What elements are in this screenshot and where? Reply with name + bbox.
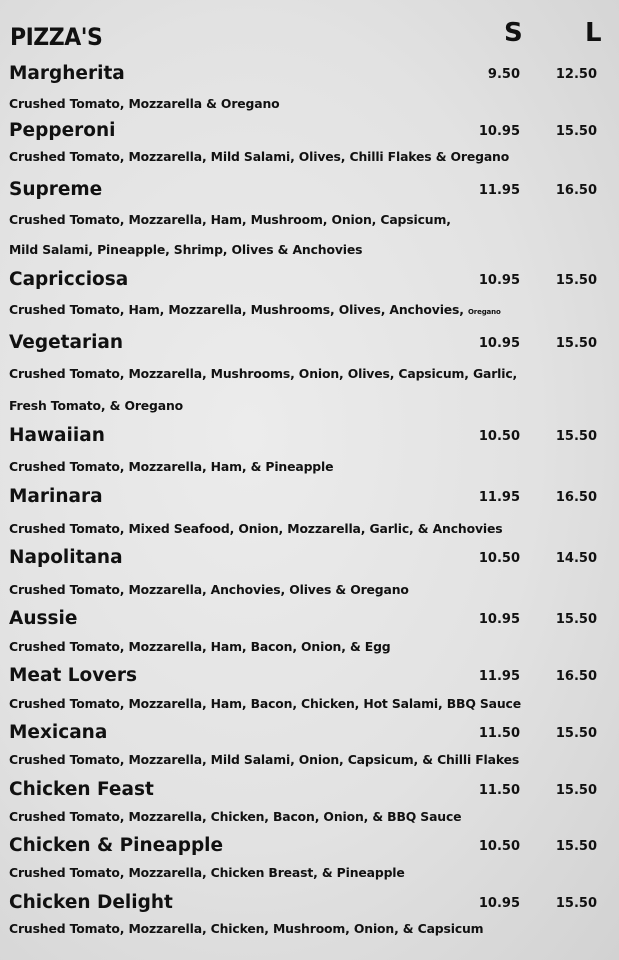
item-description-small: Oregano [468,308,501,316]
price-large: 12.50 [555,67,597,82]
price-small: 11.95 [478,669,520,684]
item-description: Crushed Tomato, Mozzarella, Ham, & Pineapple [9,459,334,474]
item-description: Crushed Tomato, Mozzarella, Ham, Bacon, Chicken, Hot Salami, BBQ Sauce [9,696,521,711]
item-description: Crushed Tomato, Mozzarella, Chicken, Mushroom, Onion, & Capsicum [9,921,484,936]
item-description: Crushed Tomato, Mozzarella, Chicken, Bacon, Onion, & BBQ Sauce [9,809,462,824]
item-name: Chicken Feast [9,779,154,800]
price-small: 10.95 [478,612,520,627]
price-large: 16.50 [555,183,597,198]
price-small: 10.50 [478,429,520,444]
price-large: 15.50 [555,336,597,351]
menu-header [0,0,619,60]
item-description: Crushed Tomato, Mozzarella, Chicken Breast, & Pineapple [9,865,405,880]
item-name: Hawaiian [9,425,105,446]
price-small: 11.50 [478,726,520,741]
item-name: Supreme [9,179,103,200]
price-large: 15.50 [555,896,597,911]
item-description: Crushed Tomato, Mozzarella & Oregano [9,96,280,111]
price-large: 15.50 [555,612,597,627]
price-large: 15.50 [555,273,597,288]
item-description [9,302,501,317]
price-small: 9.50 [487,67,520,82]
item-name: Pepperoni [9,120,116,141]
item-description-text: Crushed Tomato, Ham, Mozzarella, Mushrooms, Olives, Anchovies, [9,302,464,317]
item-description-line-2: Fresh Tomato, & Oregano [9,398,184,413]
size-small-heading: S [504,18,523,48]
item-description: Crushed Tomato, Mozzarella, Ham, Bacon, Onion, & Egg [9,639,391,654]
price-small: 11.95 [478,183,520,198]
price-large: 15.50 [555,839,597,854]
price-large: 15.50 [555,124,597,139]
price-small: 10.95 [478,124,520,139]
item-description-line-2: Mild Salami, Pineapple, Shrimp, Olives & Anchovies [9,242,363,257]
price-large: 16.50 [555,490,597,505]
item-description: Crushed Tomato, Mozzarella, Anchovies, Olives & Oregano [9,582,409,597]
price-large: 16.50 [555,669,597,684]
item-name: Meat Lovers [9,665,137,686]
price-small: 10.95 [478,896,520,911]
item-description: Crushed Tomato, Mixed Seafood, Onion, Mozzarella, Garlic, & Anchovies [9,521,503,536]
item-name: Capricciosa [9,269,129,290]
size-large-heading: L [585,18,602,48]
price-large: 15.50 [555,783,597,798]
item-name: Mexicana [9,722,108,743]
item-description: Crushed Tomato, Mozzarella, Ham, Mushroom, Onion, Capsicum, [9,212,451,227]
item-description: Crushed Tomato, Mozzarella, Mild Salami, Olives, Chilli Flakes & Oregano [9,149,510,164]
item-name: Margherita [9,63,125,84]
menu-title: PIZZA'S [10,24,103,52]
price-small: 10.50 [478,839,520,854]
item-name: Vegetarian [9,332,124,353]
item-description: Crushed Tomato, Mozzarella, Mushrooms, Onion, Olives, Capsicum, Garlic, [9,366,518,381]
item-name: Aussie [9,608,78,629]
price-large: 15.50 [555,429,597,444]
item-name: Chicken & Pineapple [9,835,224,856]
price-small: 10.95 [478,273,520,288]
price-large: 15.50 [555,726,597,741]
item-name: Marinara [9,486,103,507]
price-small: 10.50 [478,551,520,566]
price-large: 14.50 [555,551,597,566]
price-small: 11.95 [478,490,520,505]
item-name: Chicken Delight [9,892,173,913]
price-small: 11.50 [478,783,520,798]
item-name: Napolitana [9,547,123,568]
price-small: 10.95 [478,336,520,351]
item-description: Crushed Tomato, Mozzarella, Mild Salami, Onion, Capsicum, & Chilli Flakes [9,752,520,767]
